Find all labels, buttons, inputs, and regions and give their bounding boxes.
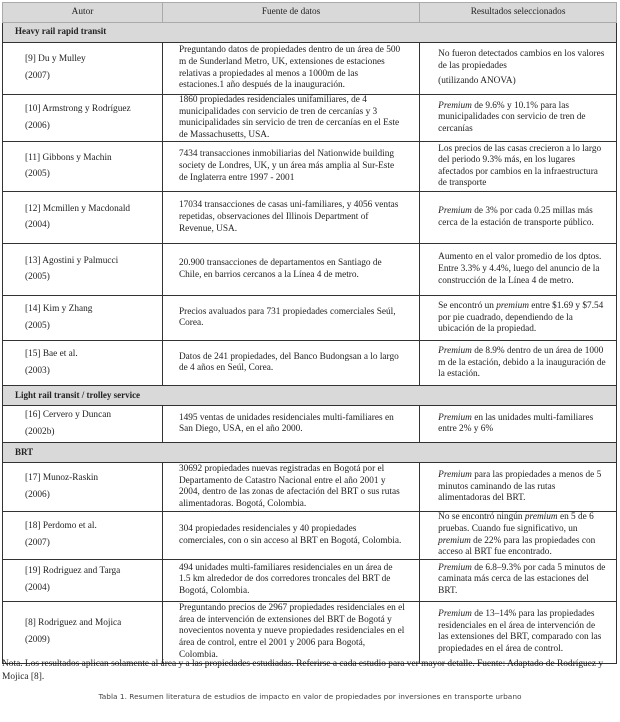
author-name: [14] Kim y Zhang bbox=[25, 304, 93, 315]
author-year: (2009) bbox=[25, 634, 50, 645]
section-header-row bbox=[3, 443, 617, 463]
result-cell bbox=[420, 601, 617, 663]
table-row bbox=[3, 341, 617, 386]
author-cell bbox=[3, 142, 163, 192]
result-text: (utilizando ANOVA) bbox=[438, 76, 516, 87]
author-cell bbox=[3, 559, 163, 601]
result-cell bbox=[420, 341, 617, 386]
author-cell bbox=[3, 341, 163, 386]
result-text: en 5 de 6 pruebas. Cuando fue significativo, un bbox=[438, 512, 594, 534]
author-name: [13] Agostini y Palmucci bbox=[25, 255, 119, 266]
author-name: [9] Du y Mulley bbox=[25, 54, 86, 65]
result-text: No fueron detectados cambios en los valores de las propiedades bbox=[438, 49, 605, 71]
author-year: (2007) bbox=[25, 538, 50, 549]
premium-term: Premium bbox=[438, 609, 472, 620]
source-cell: 1860 propiedades residenciales unifamiliares, de 4 municipalidades con servicio de tren de cercanías y 3 municipalidades sin servicio de tren de cercanías en el Este de Massachusetts, USA. bbox=[162, 95, 419, 142]
table-row bbox=[3, 463, 617, 512]
premium-term: Premium bbox=[438, 345, 472, 356]
table-row bbox=[3, 142, 617, 192]
table-row bbox=[3, 601, 617, 663]
result-text: de 8.9% dentro de un área de 1000 m de la estación, debido a la inauguración de la estación. bbox=[438, 345, 606, 380]
author-name: [18] Perdomo et al. bbox=[25, 521, 97, 532]
premium-term: Premium bbox=[438, 469, 472, 480]
table-row bbox=[3, 512, 617, 559]
result-cell bbox=[420, 406, 617, 443]
table-row bbox=[3, 95, 617, 142]
header-autor: Autor bbox=[3, 3, 163, 23]
section-header-row bbox=[3, 23, 617, 43]
author-cell bbox=[3, 95, 163, 142]
result-text: Se encontró un bbox=[438, 300, 497, 311]
author-year: (2005) bbox=[25, 272, 50, 283]
source-cell: 1495 ventas de unidades residenciales multi-familiares en San Diego, USA, en el año 2000. bbox=[162, 406, 419, 443]
author-year: (2007) bbox=[25, 71, 50, 81]
premium-term: premium bbox=[496, 300, 529, 311]
table-row bbox=[3, 296, 617, 341]
header-fuente: Fuente de datos bbox=[162, 3, 419, 23]
author-cell bbox=[3, 406, 163, 443]
result-text: de 13–14% para las propiedades residenciales en el área de intervención de las extensiones del BRT, comparado con las propiedades en el área de control. bbox=[438, 609, 602, 654]
author-name: [10] Armstrong y Rodríguez bbox=[25, 104, 131, 115]
result-cell bbox=[420, 559, 617, 601]
result-cell bbox=[420, 512, 617, 559]
section-title: Light rail transit / trolley service bbox=[15, 389, 141, 400]
source-cell: Preguntando precios de 2967 propiedades residenciales en el área de intervención de extensiones del BRT de Bogotá y novecientos noventa y nueve propiedades residenciales en el área de control, entre el 2001 y 2006 para Bogotá, Colombia. bbox=[162, 601, 419, 663]
author-name: [15] Bae et al. bbox=[25, 349, 78, 360]
result-text: entre $1.69 y $7.54 por pie cuadrado, dependiendo de la ubicación de la propiedad. bbox=[438, 300, 604, 335]
author-name: [12] Mcmillen y Macdonald bbox=[25, 203, 131, 214]
author-year: (2004) bbox=[25, 582, 50, 593]
premium-term: Premium bbox=[438, 412, 472, 423]
result-cell bbox=[420, 142, 617, 192]
author-name: [11] Gibbons y Machin bbox=[25, 152, 112, 163]
author-year: (2006) bbox=[25, 120, 50, 131]
source-cell: 20.900 transacciones de departamentos en Santiago de Chile, en barrios cercanos a la Línea 4 de metro. bbox=[162, 244, 419, 296]
result-text: de 3% por cada 0.25 millas más cerca de la estación de transporte público. bbox=[438, 206, 594, 228]
author-cell bbox=[3, 244, 163, 296]
section-cell bbox=[3, 443, 617, 463]
author-year: (2005) bbox=[25, 169, 50, 180]
author-cell bbox=[3, 512, 163, 559]
source-cell: 30692 propiedades nuevas registradas en Bogotá por el Departamento de Catastro Nacional entre el año 2001 y 2004, dentro de las zonas de afectación del BRT o sus rutas alimentadoras. Bogotá, Colombia. bbox=[162, 463, 419, 512]
source-cell: 494 unidades multi-familiares residenciales en un área de 1.5 km alrededor de dos corredores troncales del BRT de Bogotá, Colombia. bbox=[162, 559, 419, 601]
table-row bbox=[3, 244, 617, 296]
header-resultados: Resultados seleccionados bbox=[420, 3, 617, 23]
table-row bbox=[3, 406, 617, 443]
source-cell: Preguntando datos de propiedades dentro de un área de 500 m de Sunderland Metro, UK, extensiones de estaciones relativas a propiedades al menos a 1000m de las estaciones.1 año después de la inauguración. bbox=[162, 43, 419, 95]
author-name: [16] Cervero y Duncan bbox=[25, 410, 111, 421]
section-title: Heavy rail rapid transit bbox=[15, 26, 107, 37]
section-cell bbox=[3, 23, 617, 43]
result-text: en las unidades multi-familiares entre 2% y 6% bbox=[438, 412, 594, 435]
section-cell bbox=[3, 386, 617, 406]
table-caption: Tabla 1. Resumen literatura de estudios de impacto en valor de propiedades por inversiones en transporte urbano bbox=[98, 692, 522, 701]
result-cell bbox=[420, 244, 617, 296]
author-cell bbox=[3, 601, 163, 663]
section-title: BRT bbox=[15, 446, 34, 457]
premium-term: Premium bbox=[438, 100, 472, 111]
source-cell: Precios avaluados para 731 propiedades comerciales Seúl, Corea. bbox=[162, 296, 419, 341]
result-text: de 22% para las propiedades con acceso al BRT fue encontrado. bbox=[438, 535, 596, 558]
premium-term: Premium bbox=[438, 206, 472, 217]
result-text: No se encontró ningún bbox=[438, 512, 525, 523]
table-note: Nota. Los resultados aplican solamente al área y a las propiedades estudiadas. Referirse a cada estudio para ver mayor detalle. Fuente: Adaptado de Rodríguez y Mojica [8]. bbox=[2, 659, 604, 682]
author-year: (2003) bbox=[25, 365, 50, 376]
result-text: para las propiedades a menos de 5 minutos caminando de las rutas alimentadoras del BRT. bbox=[438, 469, 602, 504]
result-cell bbox=[420, 95, 617, 142]
author-name: [17] Munoz-Raskin bbox=[25, 473, 99, 484]
table-row bbox=[3, 559, 617, 601]
author-cell bbox=[3, 296, 163, 341]
table-row bbox=[3, 192, 617, 244]
author-year: (2006) bbox=[25, 489, 50, 500]
result-text: de 6.8–9.3% por cada 5 minutos de caminata más cerca de las estaciones del BRT. bbox=[438, 562, 606, 597]
premium-term: premium bbox=[438, 535, 471, 546]
source-cell: 7434 transacciones inmobiliarias del Nationwide building society de Londres, UK, y un área más amplia al Sur-Este de Inglaterra entre 1997 - 2001 bbox=[162, 142, 419, 192]
result-cell bbox=[420, 296, 617, 341]
result-cell bbox=[420, 43, 617, 95]
author-year: (2004) bbox=[25, 220, 50, 231]
literature-table bbox=[2, 2, 617, 664]
author-year: (2005) bbox=[25, 320, 50, 331]
table-row bbox=[3, 43, 617, 95]
table-header-row bbox=[3, 3, 617, 23]
result-text: de 9.6% y 10.1% para las municipalidades con servicio de tren de cercanías bbox=[438, 100, 586, 134]
author-year: (2002b) bbox=[25, 426, 55, 437]
source-cell: 304 propiedades residenciales y 40 propiedades comerciales, con o sin acceso al BRT en Bogotá, Colombia. bbox=[162, 512, 419, 559]
result-cell bbox=[420, 463, 617, 512]
premium-term: Premium bbox=[438, 562, 472, 573]
section-header-row bbox=[3, 386, 617, 406]
result-text: Aumento en el valor promedio de los dptos. Entre 3.3% y 4.4%, luego del anuncio de la construcción de la Línea 4 de metro. bbox=[438, 252, 602, 286]
result-text: Los precios de las casas crecieron a lo largo del periodo 9.3% más, en los lugares afectados por cambios en la infraestructura de transporte bbox=[438, 143, 602, 189]
result-cell bbox=[420, 192, 617, 244]
source-cell: 17034 transacciones de casas uni-familiares, y 4056 ventas repetidas, observaciones del Illinois Department of Revenue, USA. bbox=[162, 192, 419, 244]
source-cell: Datos de 241 propiedades, del Banco Budongsan a lo largo de 4 años en Seúl, Corea. bbox=[162, 341, 419, 386]
author-cell bbox=[3, 192, 163, 244]
author-cell bbox=[3, 463, 163, 512]
author-name: [8] Rodriguez and Mojica bbox=[25, 618, 122, 629]
author-cell bbox=[3, 43, 163, 95]
premium-term: premium bbox=[524, 512, 558, 523]
author-name: [19] Rodriguez and Targa bbox=[25, 566, 121, 577]
